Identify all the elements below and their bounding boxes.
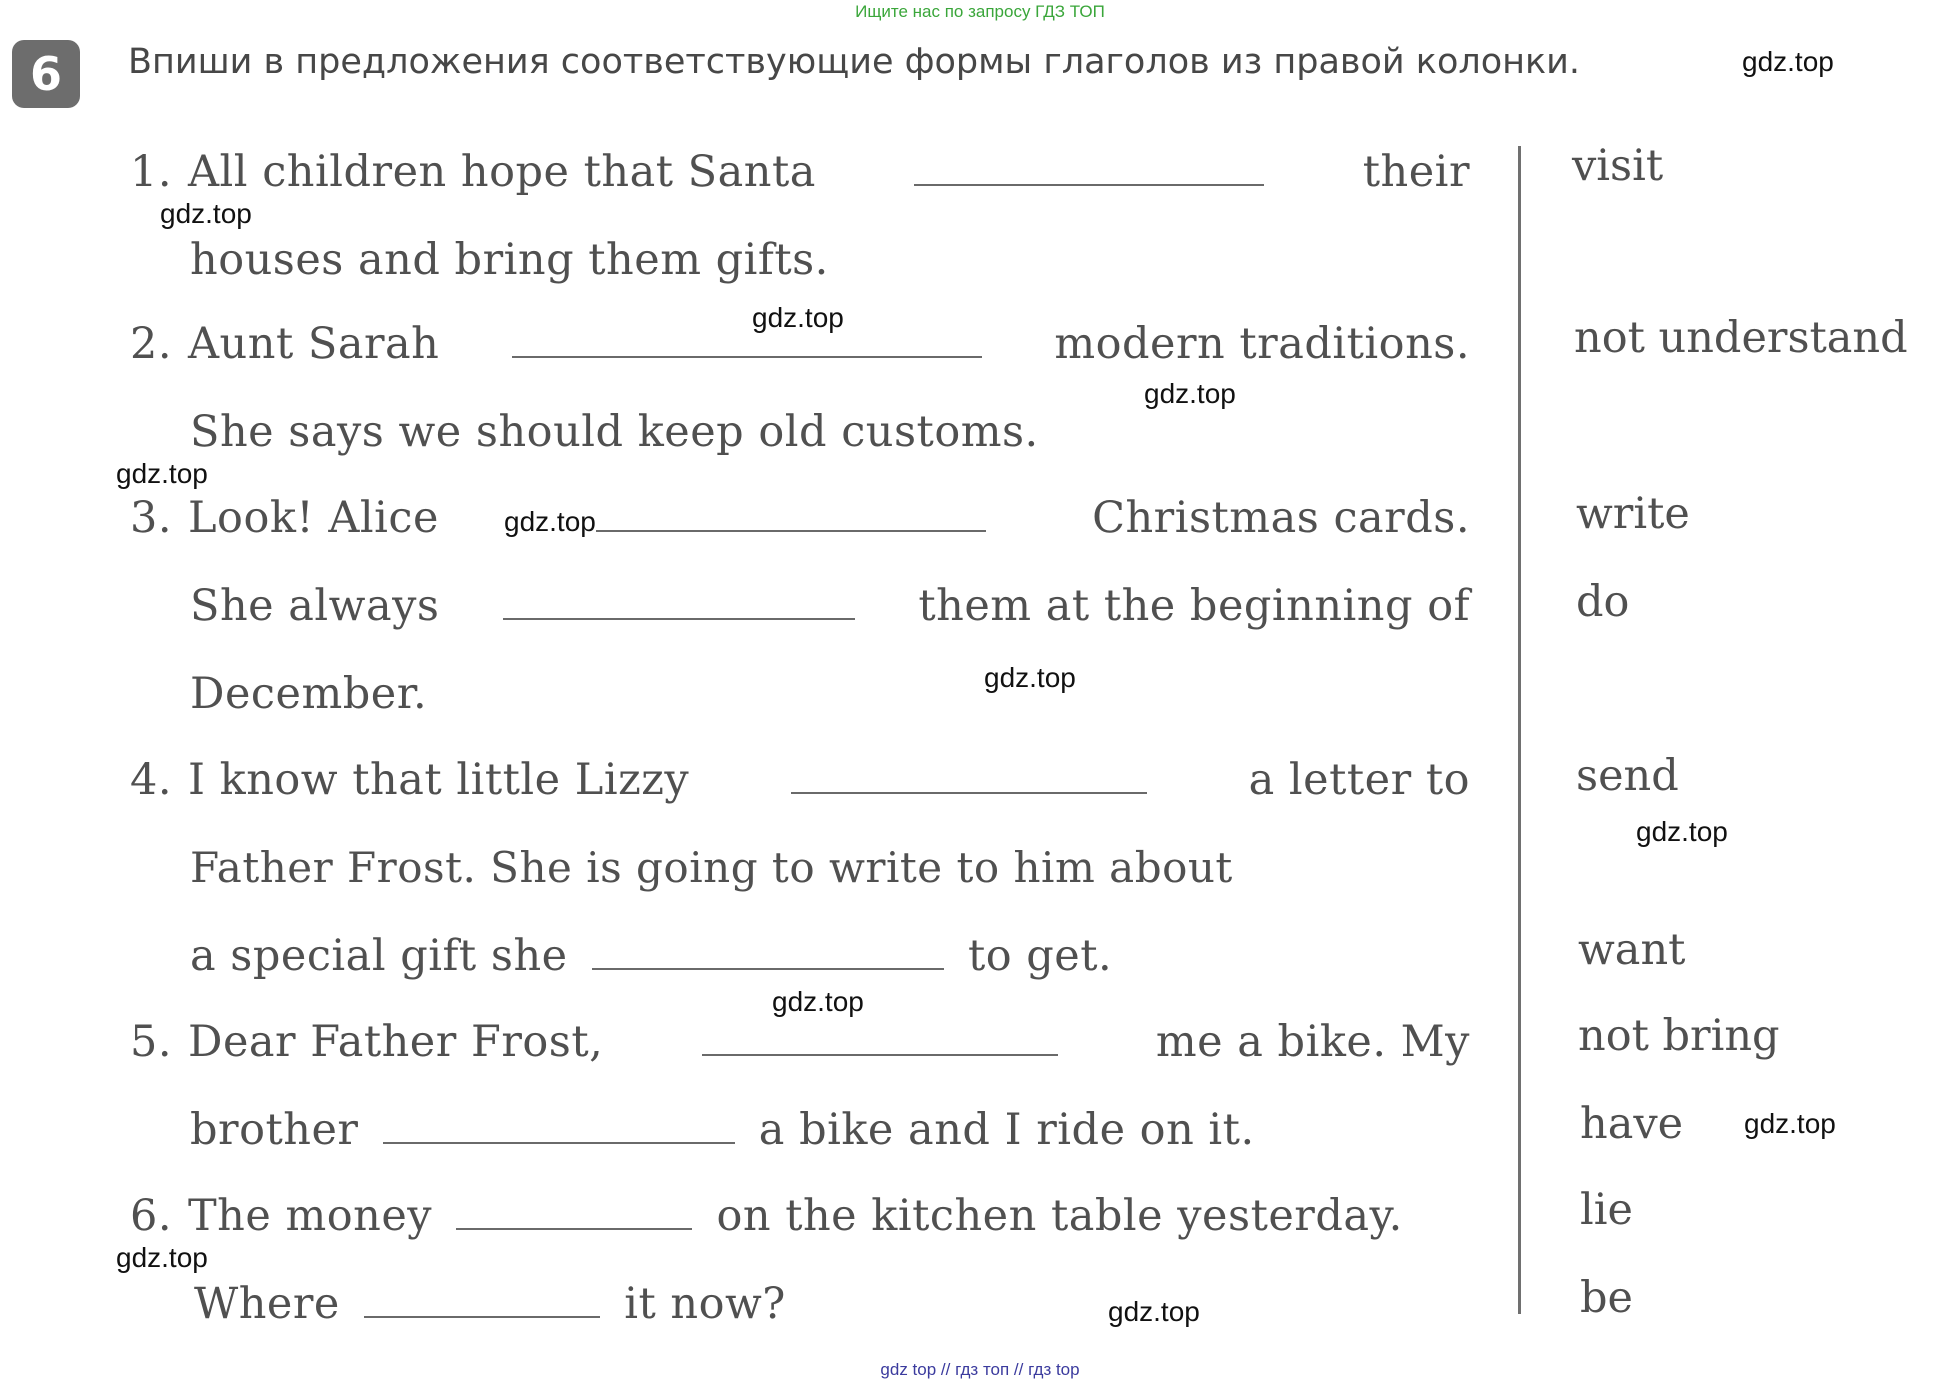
sentence-6-line-1	[130, 1190, 1470, 1242]
sentence-text: Dear Father Frost,	[188, 1017, 604, 1067]
sentence-text: to get.	[967, 931, 1113, 981]
sentence-text: a letter to	[1248, 755, 1470, 805]
sentence-number: 5.	[130, 1017, 173, 1067]
sentence-text: Aunt Sarah	[188, 319, 440, 369]
watermark: gdz.top	[1144, 378, 1236, 409]
answer-blank[interactable]	[914, 154, 1264, 186]
sentence-3-line-1	[130, 492, 1470, 544]
verb-write: write	[1576, 489, 1690, 539]
sentence-1-line-2: houses and bring them gifts.	[190, 235, 829, 285]
column-divider	[1518, 146, 1521, 1314]
sentence-text: them at the beginning of	[918, 581, 1470, 631]
answer-blank[interactable]	[383, 1112, 735, 1144]
watermark: gdz.top	[772, 986, 864, 1017]
watermark: gdz.top	[160, 198, 252, 229]
verb-not-bring: not bring	[1578, 1011, 1780, 1061]
exercise-number-badge: 6	[12, 40, 80, 108]
answer-blank[interactable]	[546, 500, 986, 532]
answer-blank[interactable]	[512, 326, 982, 358]
sentence-4-line-3	[190, 930, 1112, 982]
sentence-text: their	[1362, 147, 1470, 197]
sentence-6-line-2	[194, 1278, 786, 1330]
answer-blank[interactable]	[503, 588, 855, 620]
sentence-number: 6.	[130, 1191, 173, 1241]
sentence-3-line-3: December.	[190, 669, 428, 719]
sentence-5-line-2	[190, 1104, 1255, 1156]
sentence-text: it now?	[624, 1279, 786, 1329]
sentence-text: a special gift she	[190, 931, 568, 981]
answer-blank[interactable]	[456, 1198, 692, 1230]
watermark: gdz.top	[116, 458, 208, 489]
watermark: gdz.top	[1744, 1108, 1836, 1139]
sentence-text: on the kitchen table yesterday.	[716, 1191, 1403, 1241]
sentence-number: 1.	[130, 147, 173, 197]
sentence-5-line-1	[130, 1016, 1470, 1068]
answer-blank[interactable]	[592, 938, 944, 970]
verb-do: do	[1576, 577, 1630, 627]
sentence-number: 2.	[130, 319, 173, 369]
sentence-text: Christmas cards.	[1092, 493, 1470, 543]
sentence-text: modern traditions.	[1054, 319, 1470, 369]
sentence-text: Where	[194, 1279, 340, 1329]
verb-be: be	[1580, 1273, 1633, 1323]
watermark: gdz.top	[1636, 816, 1728, 847]
answer-blank[interactable]	[364, 1286, 600, 1318]
exercise-instruction: Впиши в предложения соответствующие формы глаголов из правой колонки.	[128, 42, 1581, 82]
verb-send: send	[1576, 751, 1679, 801]
sentence-1-line-1	[130, 146, 1470, 198]
sentence-text: me a bike. My	[1155, 1017, 1470, 1067]
verb-lie: lie	[1580, 1185, 1633, 1235]
watermark: gdz.top	[1742, 46, 1834, 77]
answer-blank[interactable]	[791, 762, 1147, 794]
sentence-2-line-2: She says we should keep old customs.	[190, 407, 1039, 457]
watermark: gdz.top	[752, 302, 844, 333]
sentence-text: Look! Alice	[188, 493, 439, 543]
watermark: gdz.top	[984, 662, 1076, 693]
sentence-text: The money	[188, 1191, 433, 1241]
sentence-3-line-2	[190, 580, 1470, 632]
sentence-number: 4.	[130, 755, 173, 805]
verb-want: want	[1578, 925, 1686, 975]
watermark: gdz.top	[1108, 1296, 1200, 1327]
verb-not-understand: not understand	[1574, 313, 1908, 363]
sentence-text: All children hope that Santa	[188, 147, 816, 197]
sentence-4-line-1	[130, 754, 1470, 806]
search-hint: Ищите нас по запросу ГДЗ ТОП	[855, 2, 1105, 21]
footer-links: gdz top // гдз топ // гдз top	[880, 1360, 1080, 1379]
watermark: gdz.top	[116, 1242, 208, 1273]
verb-have: have	[1580, 1099, 1684, 1149]
verb-visit: visit	[1572, 141, 1664, 191]
sentence-number: 3.	[130, 493, 173, 543]
sentence-4-line-2: Father Frost. She is going to write to him about	[190, 843, 1233, 892]
watermark: gdz.top	[504, 506, 596, 537]
sentence-text: a bike and I ride on it.	[758, 1105, 1255, 1155]
sentence-text: She always	[190, 581, 440, 631]
sentence-text: brother	[190, 1105, 359, 1155]
sentence-text: I know that little Lizzy	[188, 755, 690, 805]
answer-blank[interactable]	[702, 1024, 1058, 1056]
